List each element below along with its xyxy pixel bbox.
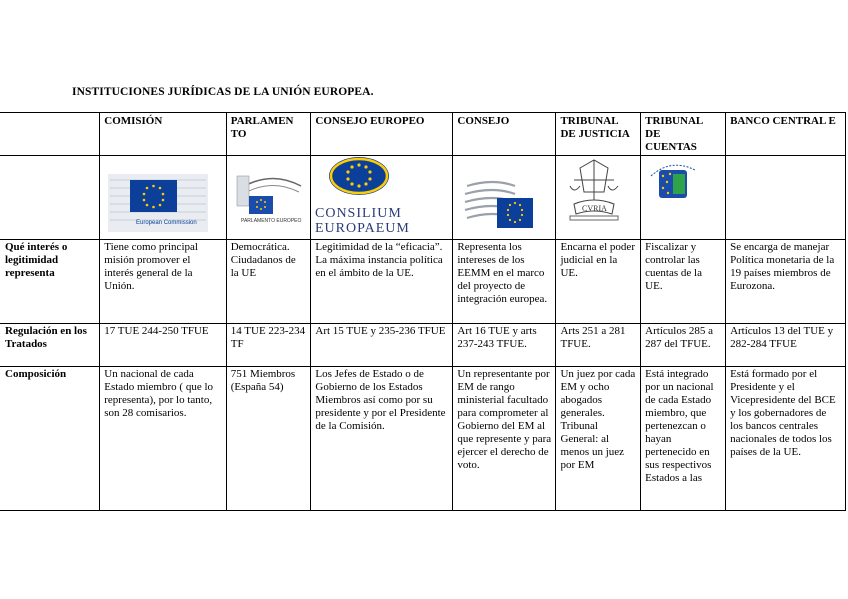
cell-consejo-europeo-regulacion: Art 15 TUE y 235-236 TFUE [311,324,453,367]
cell-tribunal-cuentas-composicion: Está integrado por un nacional de cada Estado miembro, que pertenezcan o hayan pertenecido en sus respectivos Estados a las [641,367,726,511]
cell-consejo-europeo-interes: Legitimidad de la “eficacia”. La máxima instancia política en el ámbito de la UE. [311,240,453,324]
table-row-regulacion [0,324,846,367]
consejo-europeo-logo-line2: EUROPAEUM [315,221,411,236]
council-logo [453,156,556,240]
logo-empty-cell [0,156,100,240]
header-tribunal-cuentas: TRIBUNAL DE CUENTAS [641,113,726,156]
logo-row [0,156,846,240]
row-label-regulacion: Regulación en los Tratados [0,324,100,367]
header-tribunal-justicia: TRIBUNAL DE JUSTICIA [556,113,641,156]
institutions-table [0,112,846,511]
header-parlamento: PARLAMEN TO [226,113,311,156]
comision-logo-text: European Commission [136,220,197,226]
header-comision: COMISIÓN [100,113,226,156]
court-logo-text: CVRIA [582,204,608,213]
european-commission-logo [100,156,226,240]
european-council-logo [311,156,452,240]
cell-consejo-europeo-composicion: Los Jefes de Estado o de Gobierno de los Estados Miembros así como por su presidente y por el Presidente de la Comisión. [311,367,453,511]
cell-tribunal-justicia-composicion: Un juez por cada EM y ocho abogados generales. Tribunal General: al menos un juez por EM [556,367,641,511]
cell-tribunal-justicia-interes: Encarna el poder judicial en la UE. [556,240,641,324]
parlamento-logo-cell [226,156,311,240]
table-row-interes [0,240,846,324]
header-empty-cell [0,113,100,156]
consejo-logo-cell [453,156,556,240]
header-consejo-europeo: CONSEJO EUROPEO [311,113,453,156]
table-row-composicion [0,367,846,511]
cell-tribunal-justicia-regulacion: Arts 251 a 281 TFUE. [556,324,641,367]
tribunal-cuentas-logo-cell [641,156,726,240]
court-of-auditors-logo [641,156,725,240]
cell-consejo-regulacion: Art 16 TUE y arts 237-243 TFUE. [453,324,556,367]
parlamento-logo-text: PARLAMENTO EUROPEO [240,218,302,224]
cell-parlamento-composicion: 751 Miembros (España 54) [226,367,311,511]
cell-consejo-interes: Representa los intereses de los EEMM en el marco del proyecto de integración europea. [453,240,556,324]
row-label-interes: Qué interés o legitimidad representa [0,240,100,324]
european-parliament-logo [227,156,311,240]
cell-comision-interes: Tiene como principal misión promover el interés general de la Unión. [100,240,226,324]
cell-tribunal-cuentas-regulacion: Artículos 285 a 287 del TFUE. [641,324,726,367]
banco-central-logo-cell [726,156,846,240]
cell-parlamento-interes: Democrática. Ciudadanos de la UE [226,240,311,324]
cell-consejo-composicion: Un representante por EM de rango ministerial facultado para comprometer al Gobierno del EM al que represente y para ejercer el derecho de voto. [453,367,556,511]
header-consejo: CONSEJO [453,113,556,156]
cell-banco-central-regulacion: Artículos 13 del TUE y 282-284 TFUE [726,324,846,367]
row-label-composicion: Composición [0,367,100,511]
consejo-europeo-logo-cell [311,156,453,240]
cell-banco-central-composicion: Está formado por el Presidente y el Vicepresidente del BCE y los gobernadores de los bancos centrales nacionales de todos los países de la UE. [726,367,846,511]
header-banco-central: BANCO CENTRAL E [726,113,846,156]
cell-comision-composicion: Un nacional de cada Estado miembro ( que lo representa), por lo tanto, son 28 comisarios. [100,367,226,511]
document-title: INSTITUCIONES JURÍDICAS DE LA UNIÓN EUROPEA. [72,86,374,98]
cell-banco-central-interes: Se encarga de manejar Política monetaria de la 19 países miembros de Eurozona. [726,240,846,324]
cell-tribunal-cuentas-interes: Fiscalizar y controlar las cuentas de la UE. [641,240,726,324]
cell-comision-regulacion: 17 TUE 244-250 TFUE [100,324,226,367]
tribunal-justicia-logo-cell [556,156,641,240]
comision-logo-cell [100,156,226,240]
court-of-justice-logo [556,156,640,240]
consejo-europeo-logo-line1: CONSILIUM [315,206,403,221]
table-header-row [0,113,846,156]
cell-parlamento-regulacion: 14 TUE 223-234 TF [226,324,311,367]
